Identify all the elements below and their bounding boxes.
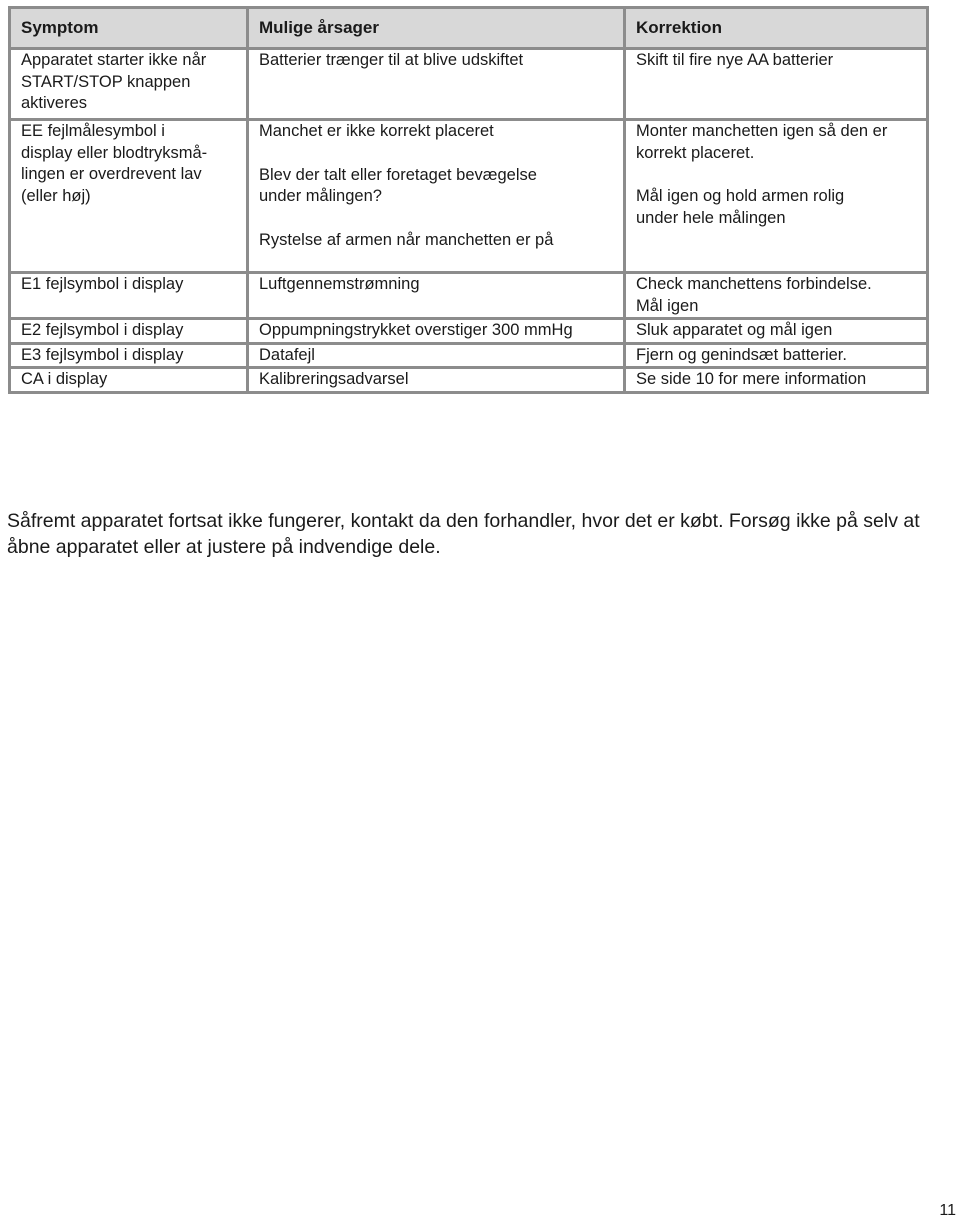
correction-text: Mål igen og hold armen rolig under hele målingen	[636, 187, 845, 227]
cause-cell	[248, 319, 625, 344]
header-causes: Mulige årsager	[248, 8, 625, 49]
support-note: Såfremt apparatet fortsat ikke fungerer, kontakt da den forhandler, hvor det er købt. Forsøg ikke på selv at åbne apparatet eller at justere på indvendige dele.	[7, 510, 920, 558]
cause-text: Batterier trænger til at blive udskiftet	[259, 51, 524, 69]
symptom-cell: CA i display	[10, 368, 248, 393]
troubleshooting-table	[8, 6, 929, 394]
header-correction: Korrektion	[625, 8, 928, 49]
table-row	[10, 49, 928, 120]
correction-text: Monter manchetten igen så den er korrekt placeret.	[636, 122, 888, 162]
correction-cell	[625, 273, 928, 319]
correction-text: Skift til fire nye AA batterier	[636, 51, 834, 69]
table-row	[10, 368, 928, 393]
correction-cell	[625, 343, 928, 368]
table-row	[10, 120, 928, 273]
symptom-cell: Apparatet starter ikke når START/STOP knappen aktiveres	[10, 49, 248, 120]
symptom-cell: E1 fejlsymbol i display	[10, 273, 248, 319]
correction-text: Fjern og genindsæt batterier.	[636, 345, 847, 364]
cause-text: Manchet er ikke korrekt placeret	[259, 122, 494, 140]
correction-text: Sluk apparatet og mål igen	[636, 321, 833, 339]
correction-cell	[625, 120, 928, 273]
symptom-cell: E3 fejlsymbol i display	[10, 343, 248, 368]
header-symptom: Symptom	[10, 8, 248, 49]
cause-cell	[248, 368, 625, 393]
cause-text: Rystelse af armen når manchetten er på	[259, 230, 554, 249]
table-row	[10, 319, 928, 344]
correction-text: Se side 10 for mere information	[636, 370, 867, 388]
cause-cell	[248, 49, 625, 120]
correction-text: Check manchettens forbindelse. Mål igen	[636, 275, 872, 315]
correction-cell	[625, 319, 928, 344]
cause-text: Kalibreringsadvarsel	[259, 370, 409, 388]
cause-cell	[248, 273, 625, 319]
cause-cell	[248, 120, 625, 273]
cause-text: Datafejl	[259, 345, 315, 364]
correction-cell	[625, 49, 928, 120]
cause-text: Luftgennemstrømning	[259, 275, 420, 293]
cause-text: Blev der talt eller foretaget bevægelse under målingen?	[259, 165, 537, 205]
table-row	[10, 273, 928, 319]
symptom-cell: EE fejlmålesymbol i display eller blodtryksmå- lingen er overdrevent lav (eller høj)	[10, 120, 248, 273]
table-header-row	[10, 8, 928, 49]
correction-cell	[625, 368, 928, 393]
table-row	[10, 343, 928, 368]
cause-text: Oppumpningstrykket overstiger 300 mmHg	[259, 321, 573, 339]
symptom-cell: E2 fejlsymbol i display	[10, 319, 248, 344]
page-number: 11	[939, 1202, 956, 1219]
cause-cell	[248, 343, 625, 368]
